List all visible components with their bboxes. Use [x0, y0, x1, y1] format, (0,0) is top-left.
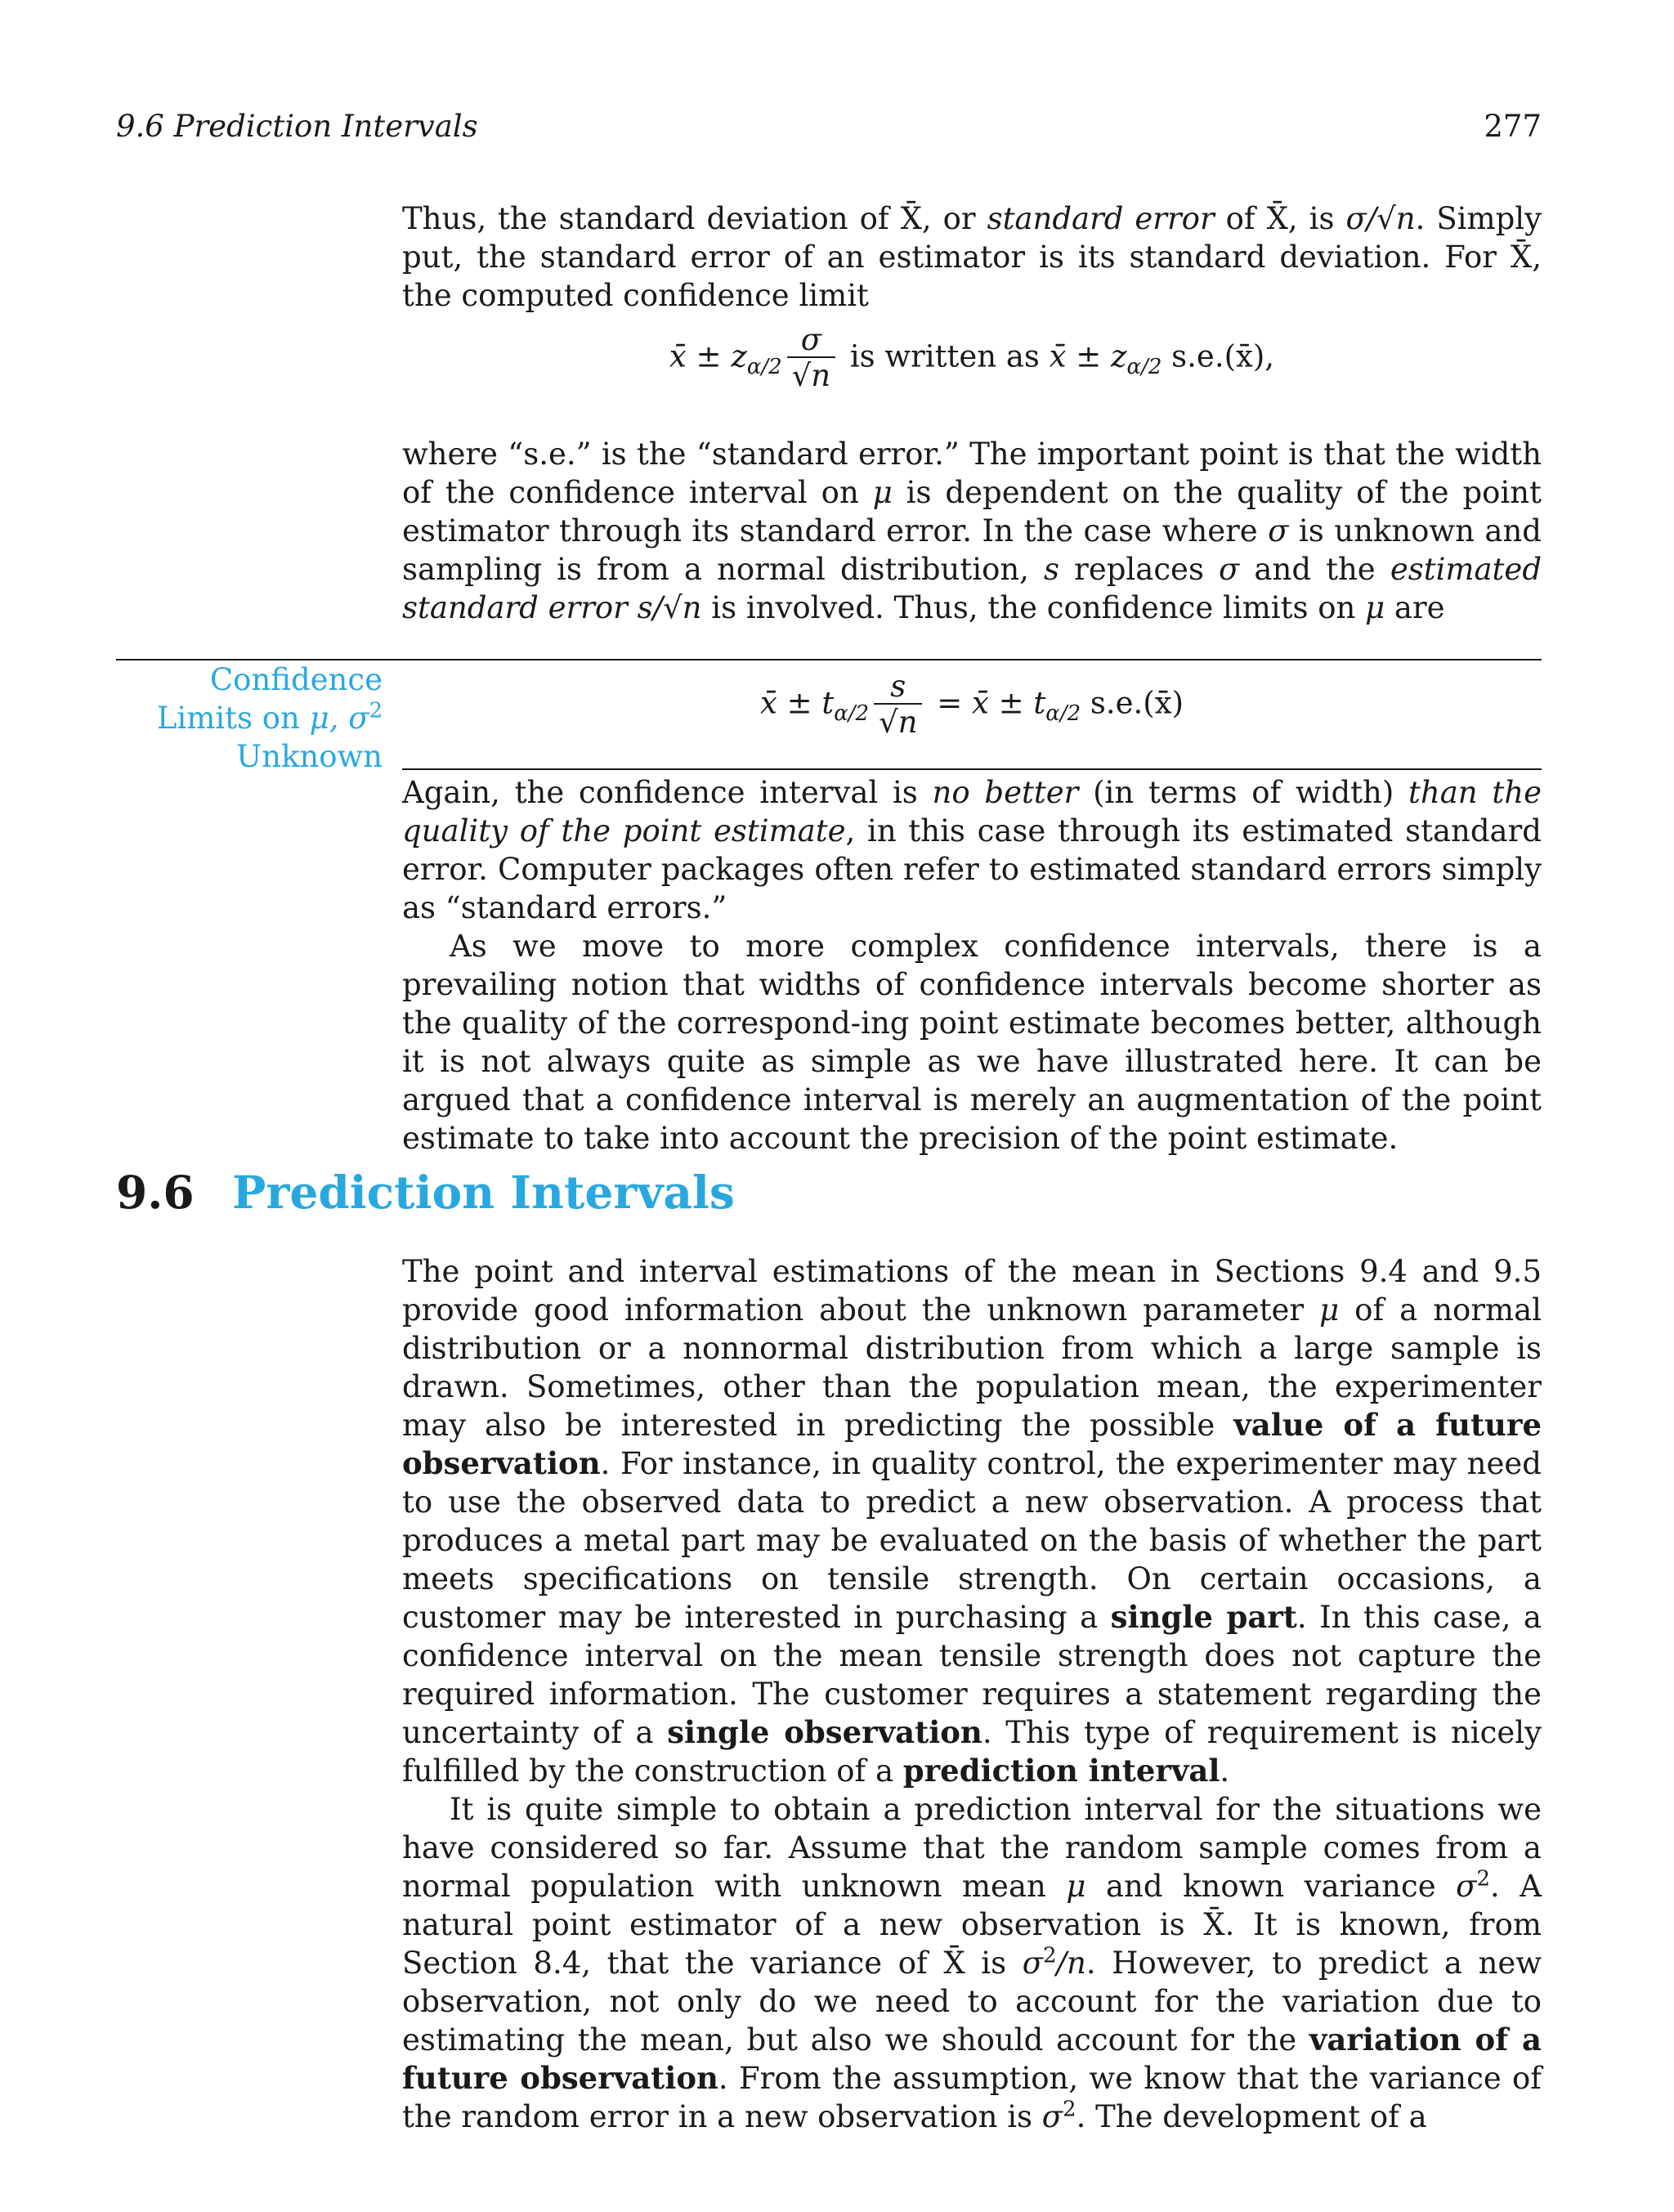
fraction [874, 670, 922, 741]
eq-subscript: α/2 [746, 354, 782, 379]
eq-rhs: x̄ ± z [1049, 338, 1127, 374]
term-estimated-standard-error: estimated standard error [402, 552, 1542, 625]
eq-mid: = x̄ ± t [927, 685, 1046, 721]
text: , or [921, 201, 987, 236]
text: The point and interval estimations of the mean in Sections 9.4 and 9.5 provide good information about the unknown parameter [402, 1254, 1542, 1328]
eq-subscript: α/2 [1045, 701, 1081, 726]
fraction-denominator: √n [787, 356, 835, 394]
math-xbar: X̄ [1510, 240, 1533, 275]
running-head-title: 9.6 Prediction Intervals [116, 109, 478, 144]
page-number: 277 [1484, 109, 1542, 144]
math-mu: μ [1365, 590, 1385, 625]
text: is unknown and sampling is from a normal distribution, [402, 513, 1542, 587]
math-sigma: σ [1456, 1869, 1477, 1904]
text: is [965, 1946, 1023, 1981]
paragraph-complex-intervals: As we move to more complex confidence intervals, there is a prevailing notion that widths of confidence intervals become shorter as the quality of the correspond-ing point estimate becomes better, although it is not always quite as simple as we have illustrated here. It can be argued that a confidence interval is merely an augmentation of the point estimate to take into account the precision of the point estimate. [402, 929, 1542, 1156]
text: where “s.e.” is the “standard error.” The important point is that the width of the confidence interval on [402, 437, 1542, 510]
math-xbar: X̄ [1266, 201, 1288, 236]
paragraph-width-quality [402, 435, 1542, 627]
eq-subscript: α/2 [1126, 354, 1162, 379]
text: is involved. Thus, the confidence limits on [701, 590, 1366, 625]
text: . The development of a [1076, 2099, 1427, 2134]
eq-tail: s.e.(x̄), [1162, 338, 1275, 374]
eq-lhs: x̄ ± z [669, 338, 747, 374]
text: . However, to predict a new observation, not only do we need to account for the variation due to estimating the mean, but also we should account for the [402, 1946, 1542, 2058]
bold-term: single observation [667, 1714, 982, 1750]
math-over-n: /n [1056, 1946, 1086, 1981]
text: . From the assumption, we know that the variance of the random error in a new observation is [402, 2061, 1542, 2134]
text: Limits on [156, 701, 310, 736]
math-sigma: σ [1022, 1946, 1043, 1981]
bold-term: value of a future observation [402, 1407, 1542, 1481]
math-sigma-over-root-n: σ/√n [1345, 201, 1416, 236]
paragraph-prediction-intro [402, 1252, 1542, 2136]
margin-note-confidence-limits [116, 660, 383, 776]
text: . This type of requirement is nicely fulfilled by the construction of a [402, 1715, 1542, 1789]
eq-tail: s.e.(x̄) [1081, 685, 1184, 721]
section-title: Prediction Intervals [232, 1166, 735, 1219]
fraction-numerator: σ [800, 322, 821, 357]
paragraph-no-better [402, 773, 1542, 1157]
text: . [1220, 1753, 1230, 1789]
text: Again, the confidence interval is [402, 775, 933, 810]
eq-text: is written as [840, 338, 1050, 374]
math-s: s [1044, 552, 1060, 587]
superscript: 2 [1043, 1943, 1057, 1968]
math-sigma: σ [1219, 552, 1240, 587]
running-head [116, 106, 1542, 147]
math-mu: μ [1066, 1869, 1086, 1904]
superscript: 2 [1063, 2097, 1076, 2122]
math-xbar: X̄ [943, 1946, 965, 1981]
margin-note-line: Confidence [209, 662, 383, 697]
text: , in this case through its estimated standard error. Computer packages often refer to estimated standard errors simply as “standard errors.” [402, 813, 1542, 925]
math-sigma: σ [1041, 2099, 1063, 2134]
fraction-denominator: √n [874, 703, 922, 741]
math-xbar: X̄ [1203, 1907, 1225, 1942]
fraction [787, 324, 835, 394]
box-rule-bottom [402, 768, 1542, 770]
paragraph-standard-error [402, 199, 1542, 315]
paragraph-prediction-development [402, 1790, 1542, 2136]
text: (in terms of width) [1078, 775, 1409, 810]
section-number: 9.6 [116, 1166, 195, 1219]
math-mu: μ [1319, 1292, 1340, 1328]
superscript: 2 [369, 698, 383, 723]
fraction-numerator: s [890, 669, 906, 704]
text: . A natural point estimator of a new observation is [402, 1869, 1542, 1942]
superscript: 2 [1476, 1866, 1490, 1892]
bold-term: single part [1110, 1599, 1297, 1635]
text: , the computed confidence limit [402, 240, 1542, 313]
text: . In this case, a confidence interval on the mean tensile strength does not capture the required information. The customer requires a statement regarding the uncertainty of a [402, 1600, 1542, 1750]
equation-z-confidence-limit [402, 324, 1542, 409]
math-xbar: X̄ [900, 201, 922, 236]
bold-term: prediction interval [902, 1753, 1220, 1789]
text: It is quite simple to obtain a prediction interval for the situations we have considered so far. Assume that the random sample comes from a normal population with unknown mean [402, 1792, 1542, 1904]
text: is dependent on the quality of the point estimator through its standard error. In the case where [402, 475, 1542, 549]
margin-note-line [116, 699, 383, 737]
text: are [1385, 590, 1445, 625]
eq-lhs: x̄ ± t [759, 685, 835, 721]
bold-term: variation of a future observation [402, 2022, 1542, 2096]
text: . For instance, in quality control, the experimenter may need to use the observed data to predict a new observation. A process that produces a metal part may be evaluated on the basis of whether the part meets specifications on tensile strength. On certain occasions, a customer may be interested in purchasing a [402, 1446, 1542, 1635]
text: and known variance [1085, 1869, 1457, 1904]
math-sigma: σ [1268, 513, 1289, 549]
text: , is [1287, 201, 1346, 236]
equation-t-confidence-limit [402, 670, 1542, 755]
text: of a normal distribution or a nonnormal distribution from which a large sample is drawn. Sometimes, other than the population mean, the experimenter may also be interested in predicting the possible [402, 1292, 1542, 1443]
text: and the [1239, 552, 1390, 587]
text: Thus, the standard deviation of [402, 201, 901, 236]
math-sigma: , σ [329, 701, 369, 736]
emphasis: than the quality of the point estimate [402, 775, 1542, 849]
emphasis: no better [932, 775, 1079, 810]
text: of [1214, 201, 1267, 236]
term-standard-error: standard error [987, 201, 1215, 236]
math-mu: μ [309, 701, 329, 736]
math-s-over-root-n: s/√n [637, 590, 702, 625]
eq-subscript: α/2 [834, 701, 870, 726]
text: . It is known, from Section 8.4, that the variance of [402, 1907, 1542, 1981]
math-mu: μ [872, 475, 893, 510]
text: . Simply put, the standard error of an estimator is its standard deviation. For [402, 201, 1542, 275]
margin-note-line: Unknown [235, 739, 383, 774]
text: replaces [1059, 552, 1220, 587]
